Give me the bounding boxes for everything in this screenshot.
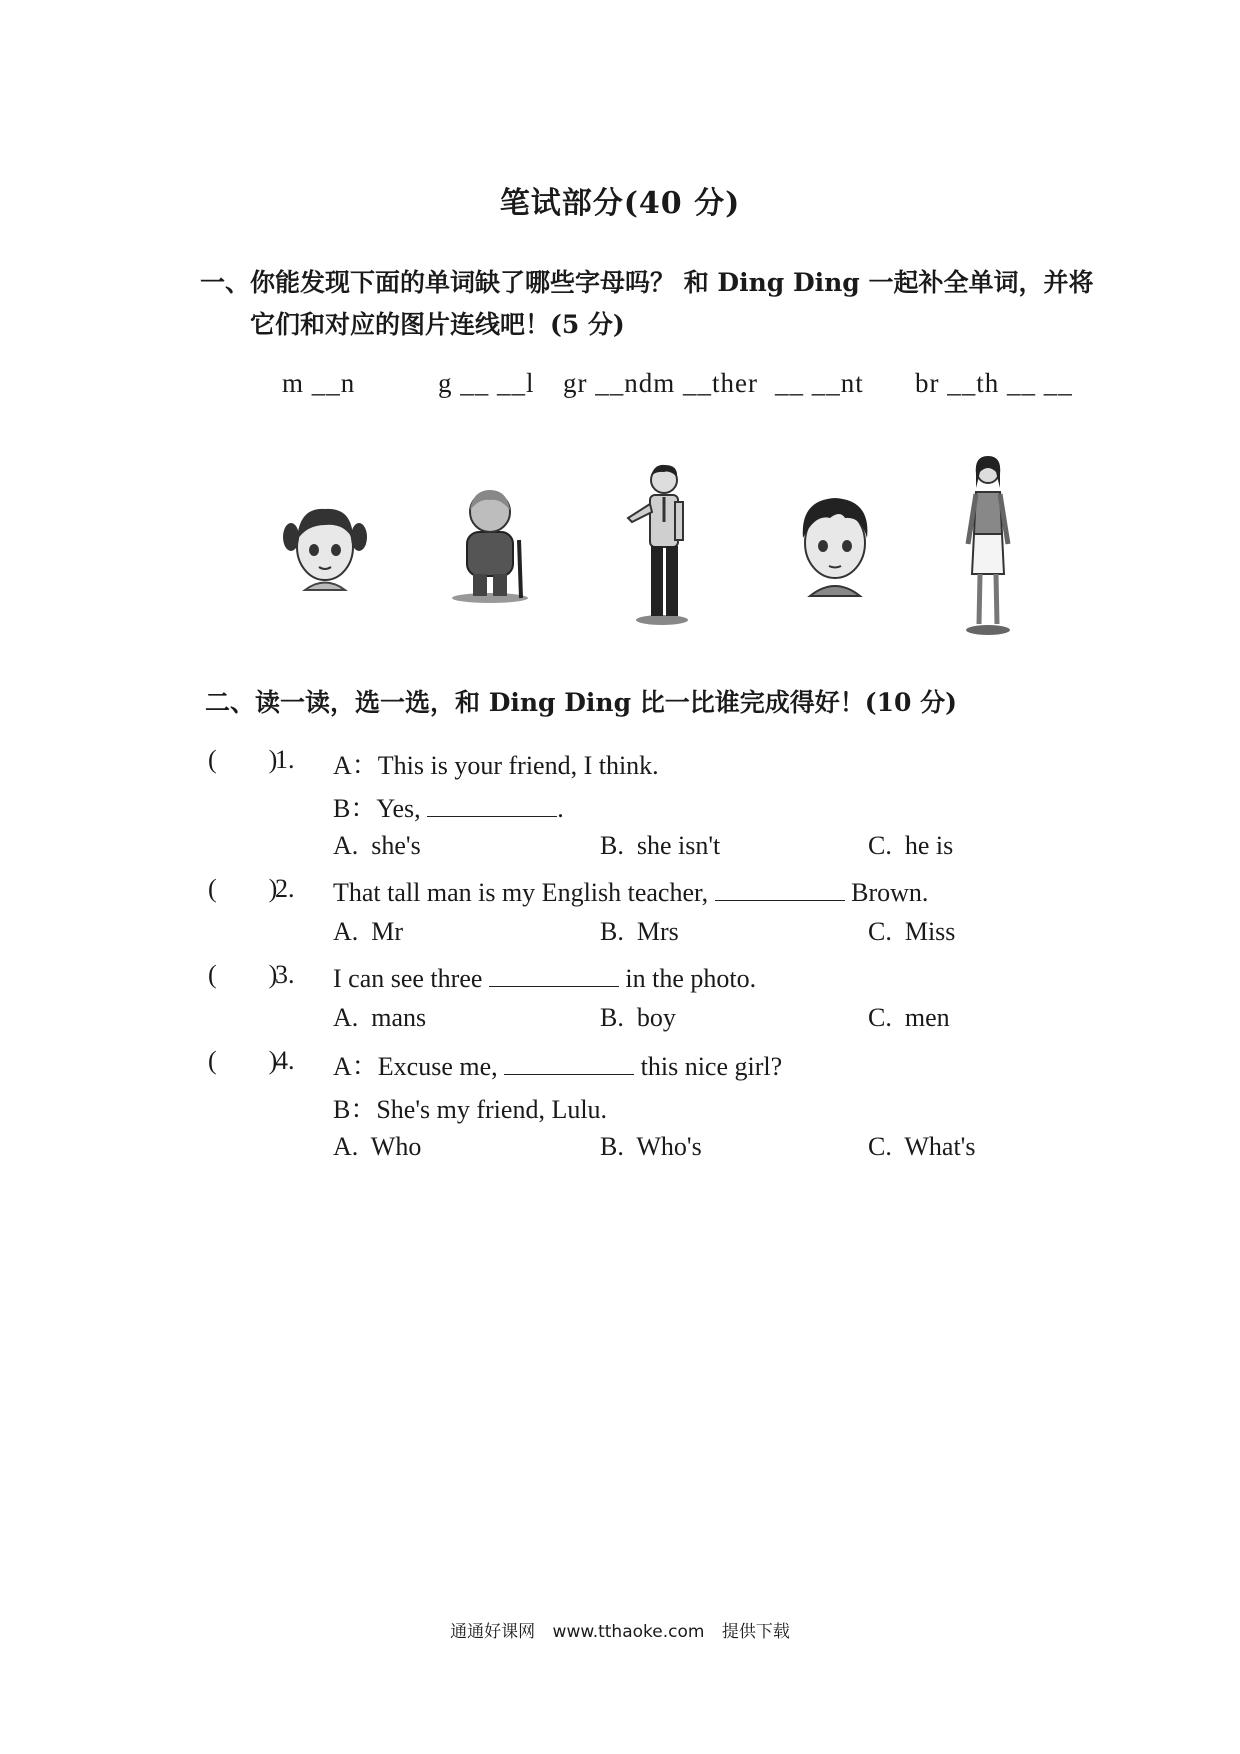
option-a[interactable]: A. she's — [333, 831, 421, 860]
page-title: 笔试部分(40 分) — [499, 186, 741, 221]
question-line-b: B：She's my friend, Lulu. — [333, 1095, 608, 1124]
word-3: gr __ndm __ther — [563, 368, 758, 398]
word-2: g __ __l — [438, 368, 535, 398]
section1-heading — [200, 262, 1100, 346]
girl-picture — [275, 495, 375, 595]
section1-heading-line2: 它们和对应的图片连线吧！(5 分) — [250, 310, 625, 339]
footer — [0, 1617, 1240, 1642]
option-b[interactable]: B. Who's — [600, 1132, 702, 1161]
option-b[interactable]: B. she isn't — [600, 831, 721, 860]
question-number: 2. — [275, 874, 295, 903]
question-number: 3. — [275, 960, 295, 989]
option-a[interactable]: A. Who — [333, 1132, 422, 1161]
option-a[interactable]: A. mans — [333, 1003, 427, 1032]
question-line-a: A：This is your friend, I think. — [333, 751, 659, 780]
man-teacher-picture — [620, 462, 700, 627]
question-line-b: B：Yes, . — [333, 788, 564, 825]
section1-heading-line1: 一、你能发现下面的单词缺了哪些字母吗？ 和 Ding Ding 一起补全单词，并将 — [200, 268, 1094, 297]
missing-letter-words — [0, 368, 1240, 408]
option-c[interactable]: C. What's — [868, 1132, 976, 1161]
footer-site-name: 通通好课网 — [450, 1622, 536, 1642]
answer-bracket[interactable]: ( ) — [208, 745, 278, 774]
answer-bracket[interactable]: ( ) — [208, 874, 278, 903]
question-number: 1. — [275, 745, 295, 774]
answer-blank[interactable] — [715, 874, 845, 901]
boy-picture — [785, 488, 885, 598]
answer-blank[interactable] — [489, 960, 619, 987]
question-number: 4. — [275, 1046, 295, 1075]
answer-bracket[interactable]: ( ) — [208, 1046, 278, 1075]
question-stem: I can see three in the photo. — [333, 960, 756, 994]
question-line-a: A：Excuse me, this nice girl? — [333, 1046, 782, 1083]
option-a[interactable]: A. Mr — [333, 917, 404, 946]
word-4: __ __nt — [775, 368, 864, 398]
word-1: m __n — [282, 368, 356, 398]
option-c[interactable]: C. men — [868, 1003, 950, 1032]
answer-blank[interactable] — [427, 790, 557, 817]
option-c[interactable]: C. Miss — [868, 917, 956, 946]
woman-picture — [958, 452, 1018, 637]
footer-tail: 提供下载 — [721, 1622, 790, 1642]
grandmother-picture — [445, 480, 535, 605]
answer-blank[interactable] — [504, 1048, 634, 1075]
option-c[interactable]: C. he is — [868, 831, 954, 860]
option-b[interactable]: B. boy — [600, 1003, 676, 1032]
footer-url[interactable]: www.tthaoke.com — [552, 1622, 705, 1642]
question-stem: That tall man is my English teacher, Brown. — [333, 874, 928, 908]
section2-heading: 二、读一读，选一选，和 Ding Ding 比一比谁完成得好！(10 分) — [205, 688, 957, 717]
answer-bracket[interactable]: ( ) — [208, 960, 278, 989]
option-b[interactable]: B. Mrs — [600, 917, 679, 946]
word-5: br __th __ __ — [915, 368, 1073, 398]
